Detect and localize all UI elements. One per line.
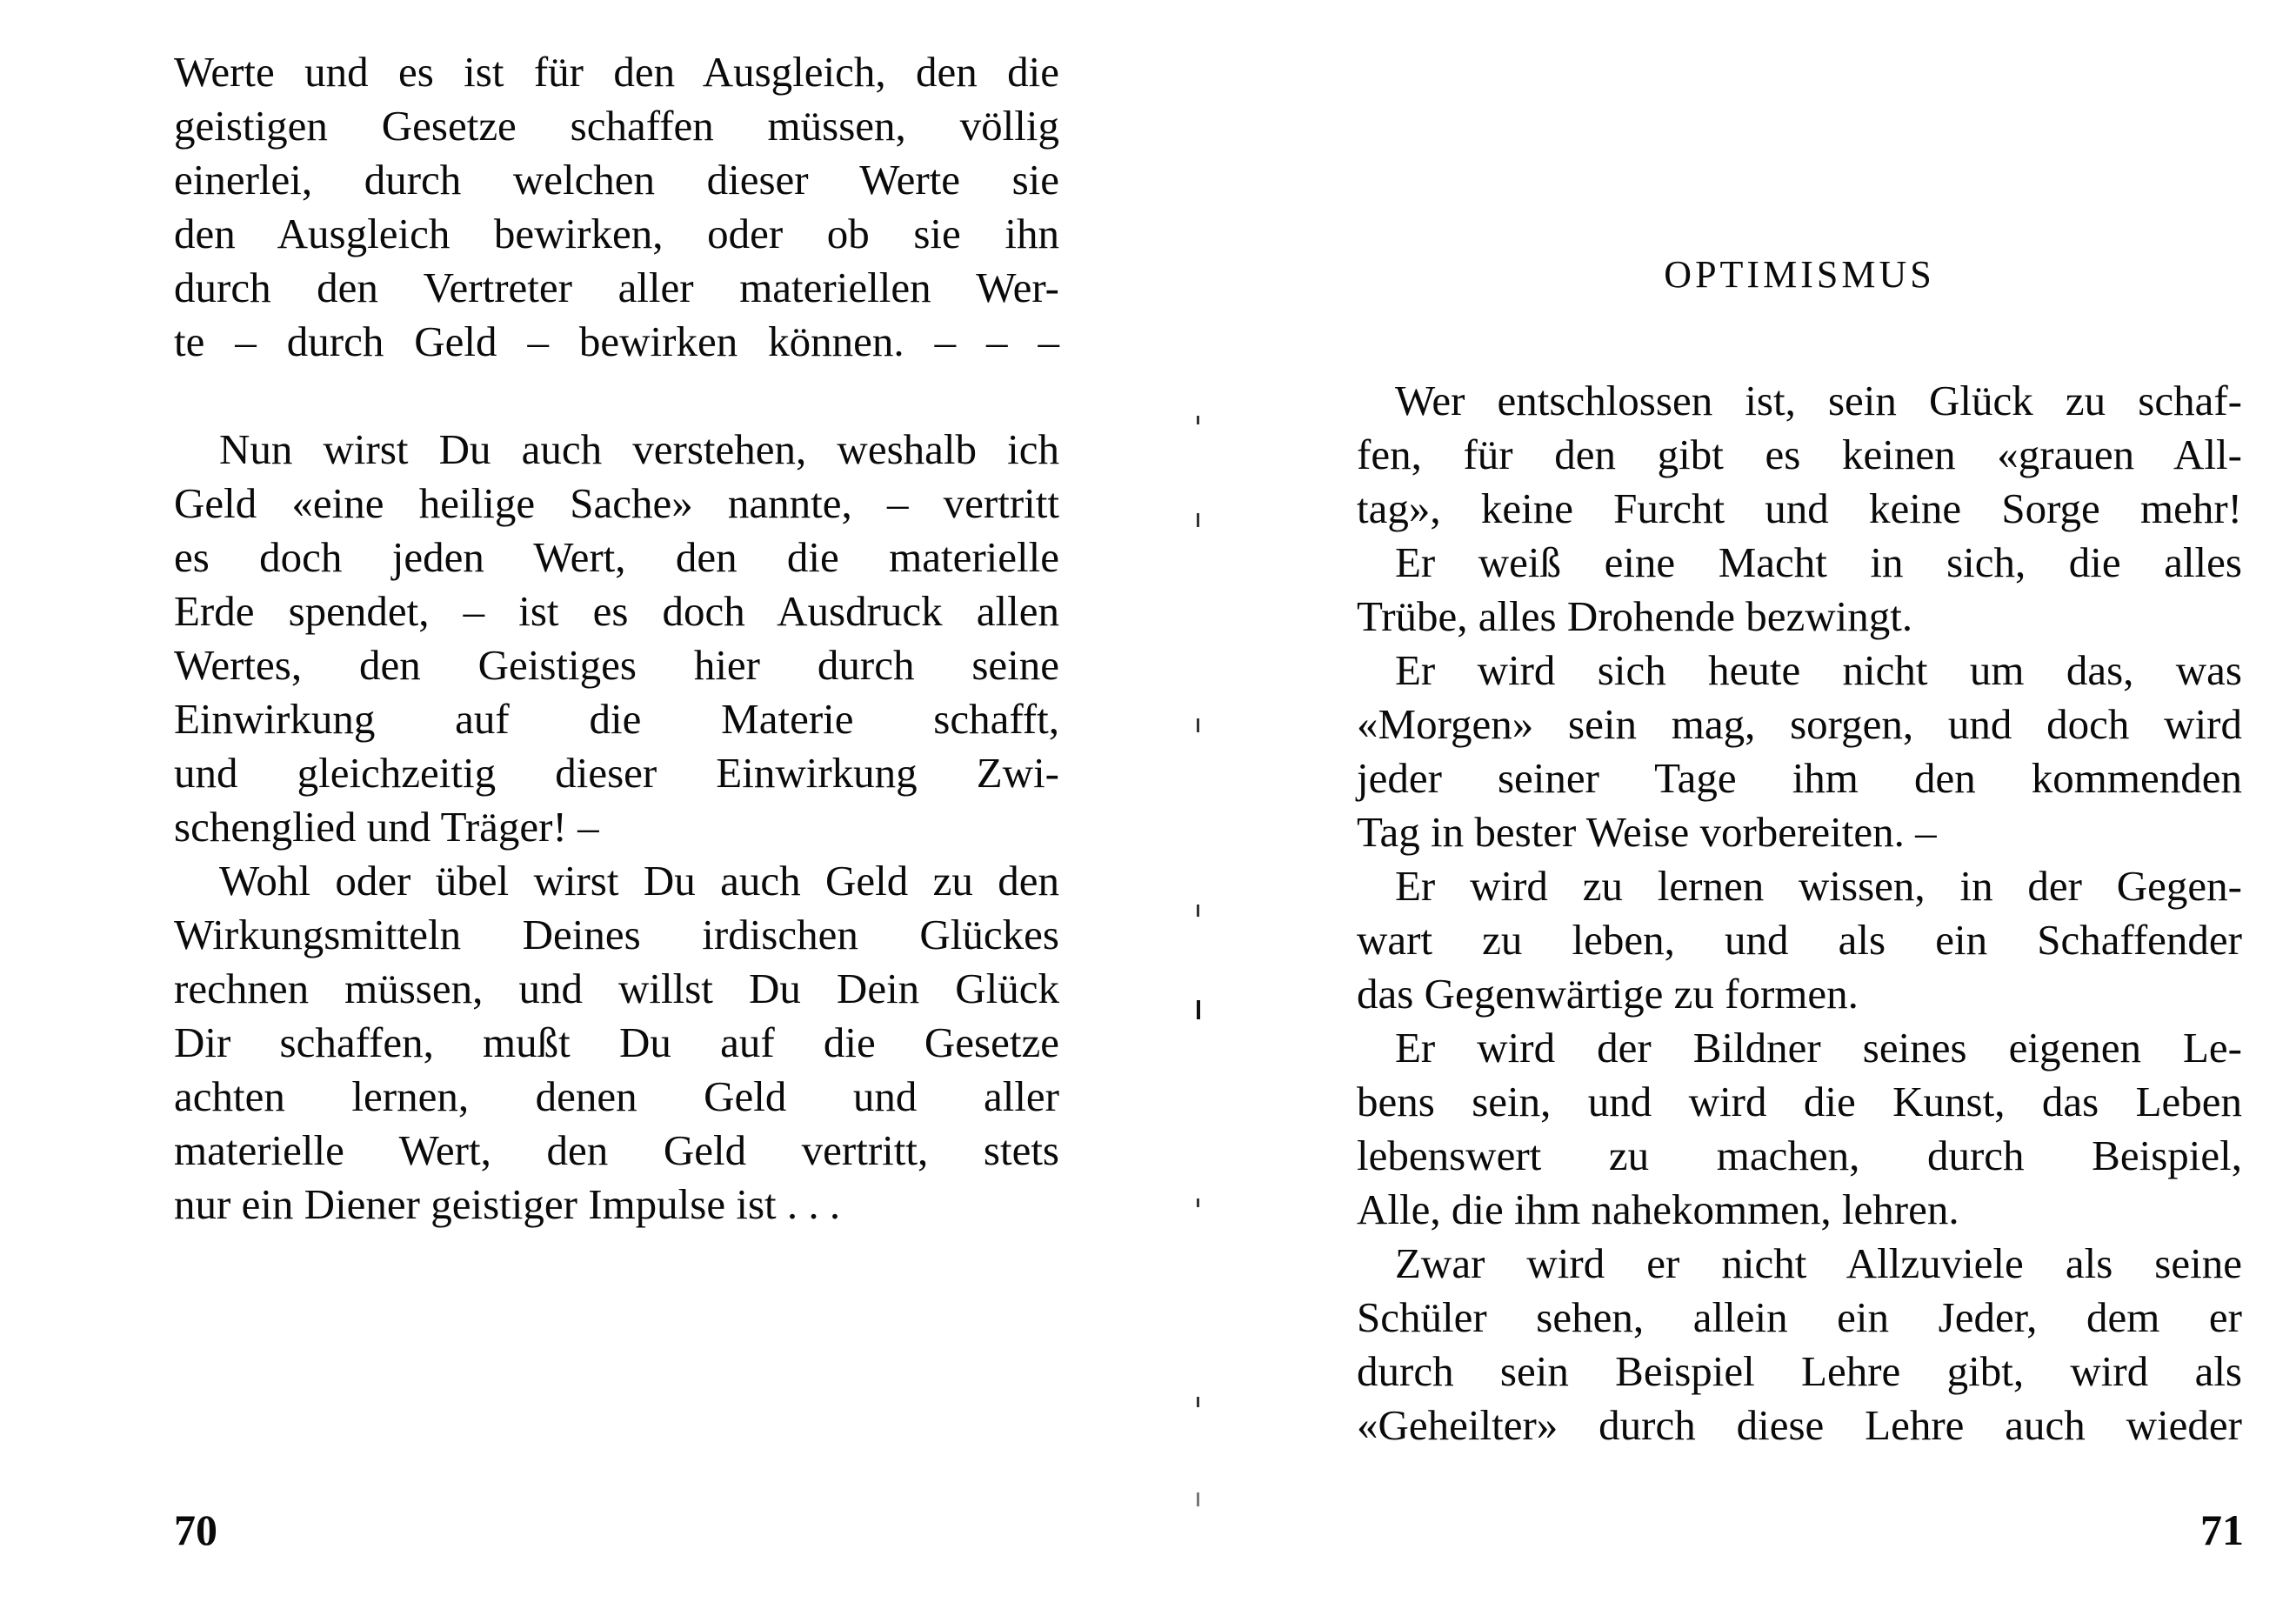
right-line-1: Wer entschlossen ist, sein Glück zu schaf- [1395, 377, 2242, 424]
right-line-14: bens sein, und wird die Kunst, das Leben [1357, 1078, 2242, 1125]
right-line-7: «Morgen» sein mag, sorgen, und doch wird [1357, 700, 2242, 748]
right-line-3: tag», keine Furcht und keine Sorge mehr! [1357, 484, 2242, 532]
right-line-10: Er wird zu lernen wissen, in der Gegen- [1395, 862, 2242, 910]
right-line-19: durch sein Beispiel Lehre gibt, wird als [1357, 1347, 2242, 1395]
right-line-2: fen, für den gibt es keinen «grauen All- [1357, 431, 2242, 478]
right-line-17: Zwar wird er nicht Allzuviele als seine [1395, 1239, 2242, 1287]
left-line-4: den Ausgleich bewirken, oder ob sie ihn [174, 210, 1059, 257]
left-line-6: te – durch Geld – bewirken können. – – – [174, 317, 1059, 365]
gutter-mark [1197, 513, 1199, 527]
left-line-2: geistigen Gesetze schaffen müssen, völlig [174, 102, 1059, 150]
right-line-5: Trübe, alles Drohende bezwingt. [1357, 592, 1913, 640]
right-line-9: Tag in bester Weise vorbereiten. – [1357, 808, 1937, 856]
right-line-12: das Gegenwärtige zu formen. [1357, 970, 1859, 1018]
left-line-19: achten lernen, denen Geld und aller [174, 1072, 1059, 1120]
left-line-3: einerlei, durch welchen dieser Werte sie [174, 156, 1059, 204]
left-line-7: Nun wirst Du auch verstehen, weshalb ich [219, 425, 1059, 473]
left-line-8: Geld «eine heilige Sache» nannte, – vertritt [174, 479, 1059, 527]
left-line-14: schenglied und Träger! – [174, 803, 599, 851]
left-line-13: und gleichzeitig dieser Einwirkung Zwi- [174, 749, 1059, 797]
gutter-mark [1197, 1492, 1199, 1506]
left-line-1: Werte und es ist für den Ausgleich, den die [174, 48, 1059, 96]
right-line-11: wart zu leben, und als ein Schaffender [1357, 916, 2242, 964]
left-line-9: es doch jeden Wert, den die materielle [174, 533, 1059, 581]
left-page-number: 70 [174, 1506, 217, 1554]
left-line-21: nur ein Diener geistiger Impulse ist . . . [174, 1180, 841, 1228]
left-line-17: rechnen müssen, und willst Du Dein Glück [174, 965, 1059, 1012]
right-line-6: Er wird sich heute nicht um das, was [1395, 646, 2242, 694]
right-line-18: Schüler sehen, allein ein Jeder, dem er [1357, 1293, 2242, 1341]
left-line-10: Erde spendet, – ist es doch Ausdruck allen [174, 587, 1059, 635]
right-line-16: Alle, die ihm nahekommen, lehren. [1357, 1185, 1959, 1233]
gutter-mark [1197, 1000, 1200, 1019]
gutter-mark [1197, 1198, 1199, 1207]
left-line-12: Einwirkung auf die Materie schafft, [174, 695, 1059, 743]
left-line-20: materielle Wert, den Geld vertritt, stets [174, 1126, 1059, 1174]
chapter-heading: OPTIMISMUS [1664, 253, 1935, 296]
right-line-8: jeder seiner Tage ihm den kommenden [1357, 754, 2242, 802]
right-line-4: Er weiß eine Macht in sich, die alles [1395, 538, 2242, 586]
gutter-mark [1197, 905, 1199, 917]
gutter-mark [1197, 718, 1199, 732]
left-line-5: durch den Vertreter aller materiellen Wer- [174, 264, 1059, 311]
right-line-20: «Geheilter» durch diese Lehre auch wieder [1357, 1401, 2242, 1449]
gutter-mark [1197, 416, 1199, 424]
left-line-18: Dir schaffen, mußt Du auf die Gesetze [174, 1018, 1059, 1066]
left-line-15: Wohl oder übel wirst Du auch Geld zu den [219, 857, 1059, 905]
left-line-16: Wirkungsmitteln Deines irdischen Glückes [174, 911, 1059, 958]
right-page-number: 71 [2200, 1506, 2244, 1554]
left-line-11: Wertes, den Geistiges hier durch seine [174, 641, 1059, 689]
right-line-15: lebenswert zu machen, durch Beispiel, [1357, 1132, 2242, 1179]
right-line-13: Er wird der Bildner seines eigenen Le- [1395, 1024, 2242, 1072]
gutter-mark [1197, 1397, 1199, 1407]
